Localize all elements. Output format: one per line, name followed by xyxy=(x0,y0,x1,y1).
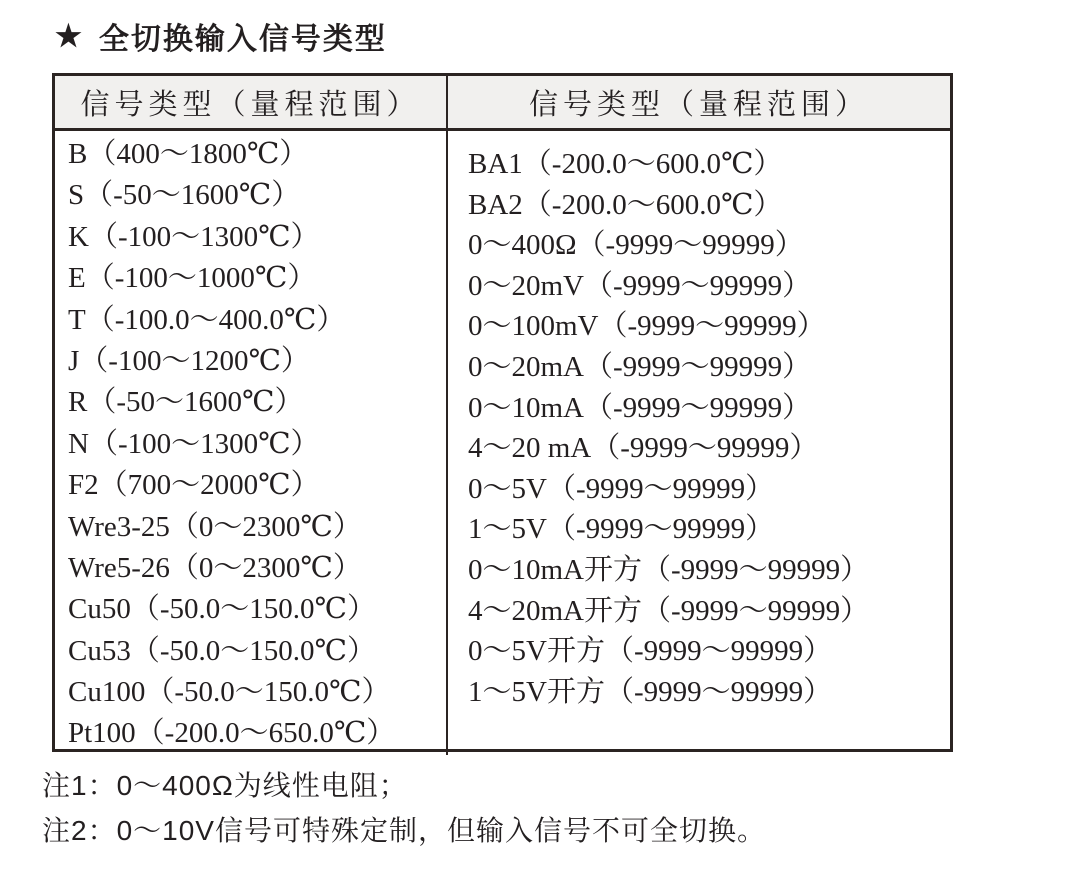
footnotes xyxy=(42,763,766,853)
star-icon: ★ xyxy=(55,19,82,53)
signal-row: Cu53（-50.0～150.0℃） xyxy=(68,634,376,667)
signal-row: 0～400Ω（-9999～99999） xyxy=(468,229,804,262)
signal-row: R（-50～1600℃） xyxy=(68,386,304,419)
table-header-right: 信号类型（量程范围） xyxy=(528,88,869,121)
signal-row: 0～10mA开方（-9999～99999） xyxy=(468,553,870,586)
signal-row: 4～20 mA（-9999～99999） xyxy=(468,432,819,465)
signal-row: BA2（-200.0～600.0℃） xyxy=(468,188,783,221)
signal-row: 1～5V（-9999～99999） xyxy=(468,513,775,546)
signal-row: 1～5V开方（-9999～99999） xyxy=(468,675,833,708)
signal-row: 0～100mV（-9999～99999） xyxy=(468,310,826,343)
signal-row: 0～20mV（-9999～99999） xyxy=(468,269,812,302)
signal-row: 0～5V（-9999～99999） xyxy=(468,472,775,505)
page-title-text: 全切换输入信号类型 xyxy=(98,23,387,56)
signal-row: Cu50（-50.0～150.0℃） xyxy=(68,593,376,626)
table-header-row xyxy=(55,76,950,131)
signal-row: T（-100.0～400.0℃） xyxy=(68,303,346,336)
signal-row: Cu100（-50.0～150.0℃） xyxy=(68,676,391,709)
signal-row: N（-100～1300℃） xyxy=(68,427,320,460)
signal-row: 0～5V开方（-9999～99999） xyxy=(468,635,833,668)
signal-row: Wre5-26（0～2300℃） xyxy=(68,551,362,584)
signal-row: K（-100～1300℃） xyxy=(68,220,320,253)
signal-row: J（-100～1200℃） xyxy=(68,344,310,377)
table-column-right xyxy=(448,131,950,755)
table-body xyxy=(55,131,950,755)
signal-row: 0～20mA（-9999～99999） xyxy=(468,350,812,383)
signal-row: B（400～1800℃） xyxy=(68,138,309,170)
signal-range-table xyxy=(52,73,953,752)
signal-row: Wre3-25（0～2300℃） xyxy=(68,510,362,543)
signal-row: S（-50～1600℃） xyxy=(68,179,301,212)
page-title xyxy=(55,14,387,58)
signal-row: E（-100～1000℃） xyxy=(68,262,317,295)
signal-row: Pt100（-200.0～650.0℃） xyxy=(68,717,396,750)
signal-row: 0～10mA（-9999～99999） xyxy=(468,391,812,424)
signal-row: 4～20mA开方（-9999～99999） xyxy=(468,594,870,627)
table-header-left: 信号类型（量程范围） xyxy=(55,76,448,128)
table-column-left xyxy=(55,131,448,755)
note-2: 注2：0～10V信号可特殊定制，但输入信号不可全切换。 xyxy=(42,815,766,846)
signal-row: F2（700～2000℃） xyxy=(68,469,320,502)
signal-row: BA1（-200.0～600.0℃） xyxy=(468,148,783,180)
note-1: 注1：0～400Ω为线性电阻； xyxy=(42,770,408,801)
